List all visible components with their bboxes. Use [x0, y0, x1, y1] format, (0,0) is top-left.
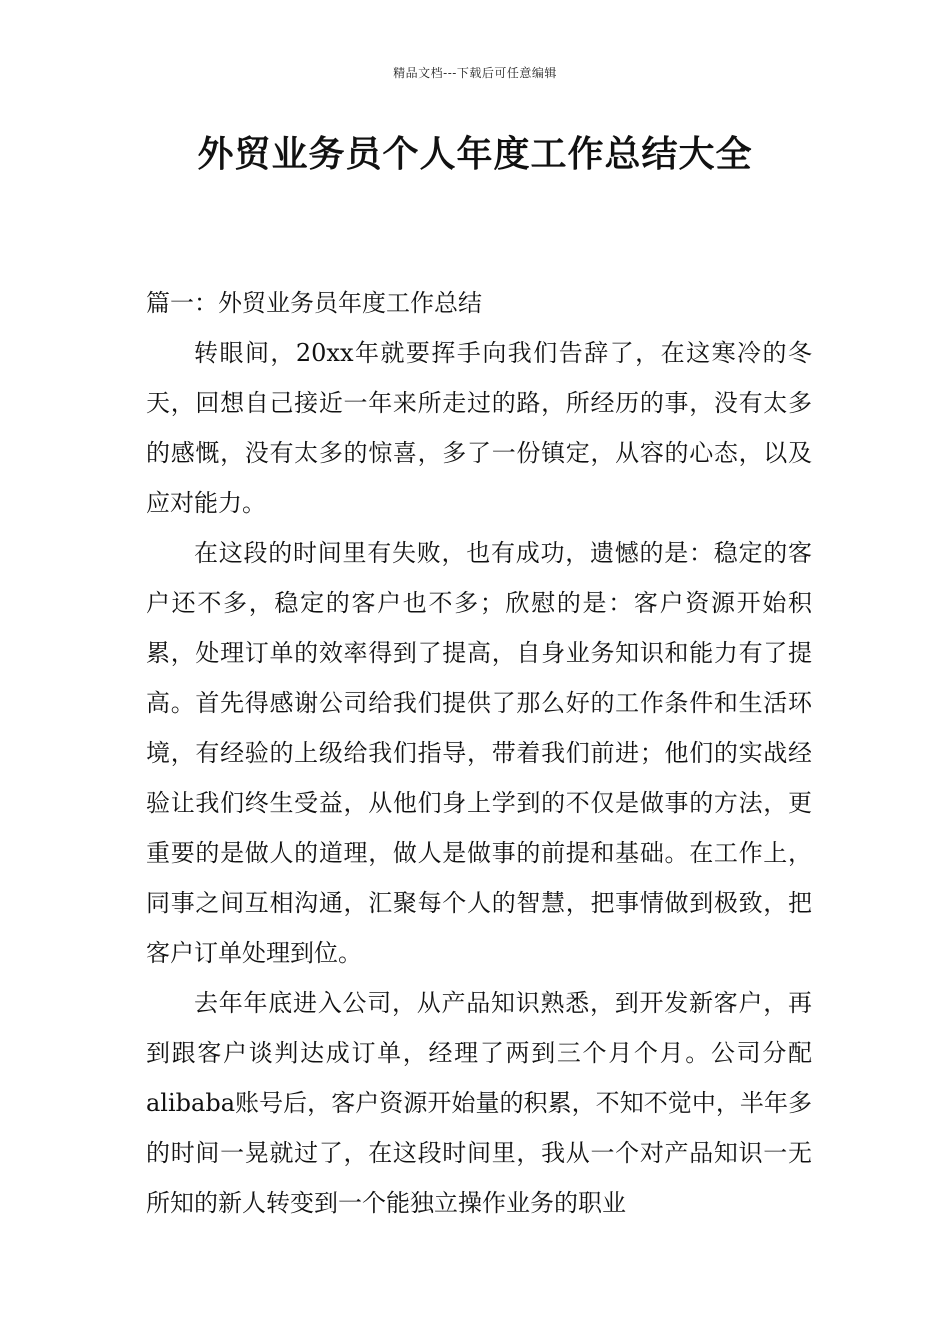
paragraph-2: 在这段的时间里有失败，也有成功，遗憾的是：稳定的客户还不多，稳定的客户也不多；欣慰的是：客户资源开始积累，处理订单的效率得到了提高，自身业务知识和能力有了提高。首先得感谢公司给我们提供了那么好的工作条件和生活环境，有经验的上级给我们指导，带着我们前进；他们的实战经验让我们终生受益，从他们身上学到的不仅是做事的方法，更重要的是做人的道理，做人是做事的前提和基础。在工作上，同事之间互相沟通，汇聚每个人的智慧，把事情做到极致，把客户订单处理到位。	[146, 539, 812, 967]
paragraph-1: 转眼间，20xx年就要挥手向我们告辞了，在这寒冷的冬天，回想自己接近一年来所走过的路，所经历的事，没有太多的感慨，没有太多的惊喜，多了一份镇定，从容的心态，以及应对能力。	[146, 339, 812, 517]
header-note: 精品文档---下载后可任意编辑	[393, 66, 557, 80]
document-title: 外贸业务员个人年度工作总结大全	[197, 134, 753, 175]
section-heading: 篇一：外贸业务员年度工作总结	[146, 289, 482, 317]
paragraph-3: 去年年底进入公司，从产品知识熟悉，到开发新客户，再到跟客户谈判达成订单，经理了两到三个月个月。公司分配alibaba账号后，客户资源开始量的积累，不知不觉中，半年多的时间一晃就过了，在这段时间里，我从一个对产品知识一无所知的新人转变到一个能独立操作业务的职业	[146, 989, 812, 1217]
document-body	[146, 278, 812, 1228]
